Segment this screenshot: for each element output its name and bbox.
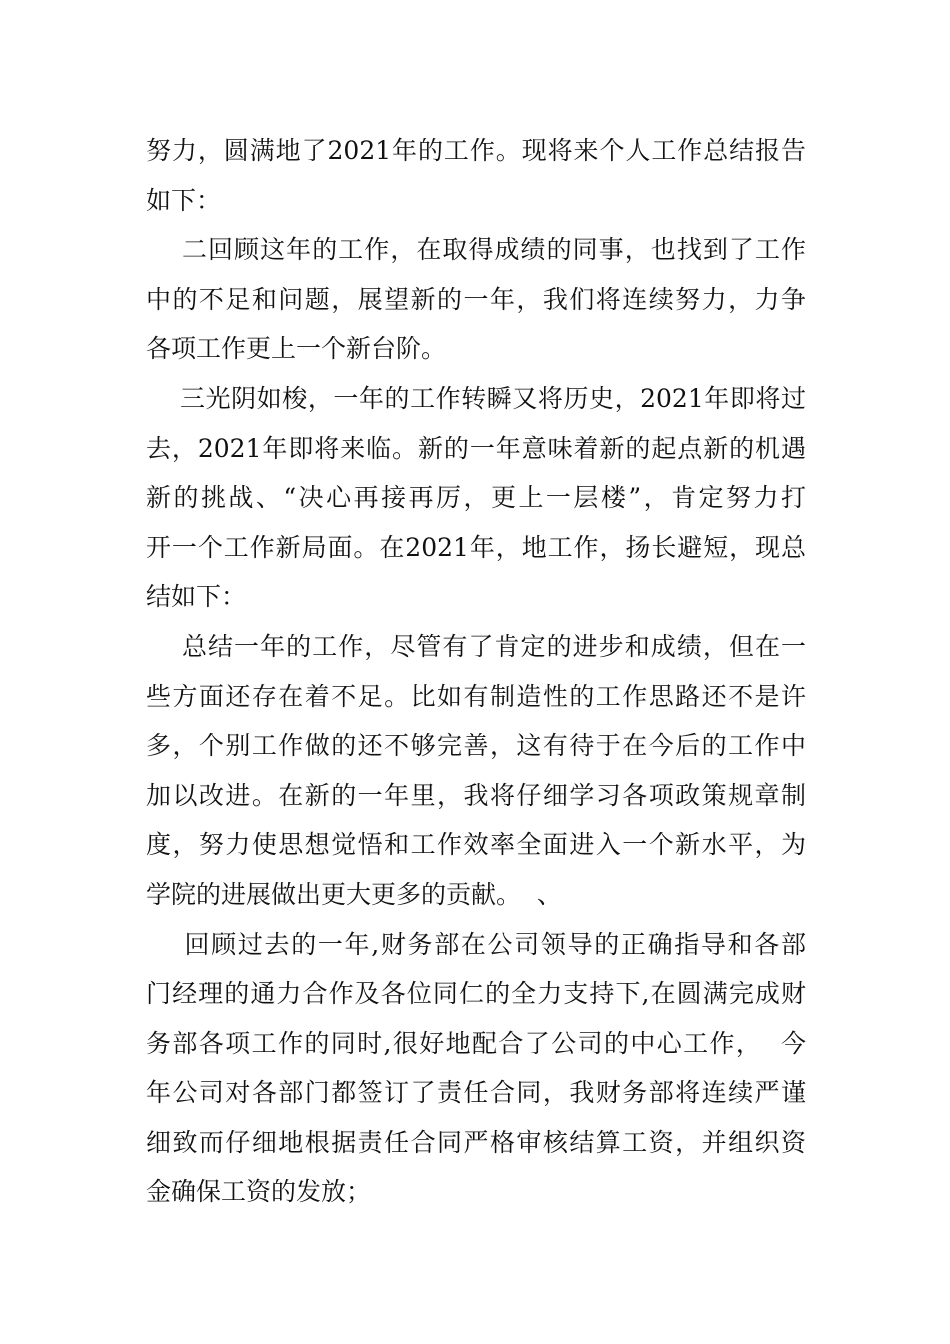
text-line: 回顾过去的一年,财务部在公司领导的正确指导和各部: [146, 929, 806, 959]
text-line: 些方面还存在着不足。比如有制造性的工作思路还不是许: [146, 681, 806, 711]
text-line: 务部各项工作的同时,很好地配合了公司的中心工作， 今: [146, 1028, 806, 1058]
text-line: 中的不足和问题，展望新的一年，我们将连续努力，力争: [146, 284, 806, 314]
text-line: 门经理的通力合作及各位同仁的全力支持下,在圆满完成财: [146, 979, 806, 1009]
text-line: 努力，圆满地了2021年的工作。现将来个人工作总结报告: [146, 136, 806, 165]
text-line: 二回顾这年的工作，在取得成绩的同事，也找到了工作: [146, 235, 806, 265]
text-line: 结如下：: [146, 582, 247, 612]
text-line: 总结一年的工作，尽管有了肯定的进步和成绩，但在一: [146, 631, 806, 661]
text-line: 加以改进。在新的一年里，我将仔细学习各项政策规章制: [146, 780, 806, 810]
text-line: 年公司对各部门都签订了责任合同，我财务部将连续严谨: [146, 1078, 806, 1108]
text-line: 度，努力使思想觉悟和工作效率全面进入一个新水平，为: [146, 830, 806, 860]
text-line: 去，2021年即将来临。新的一年意味着新的起点新的机遇: [146, 433, 806, 463]
text-line: 细致而仔细地根据责任合同严格审核结算工资，并组织资: [146, 1127, 806, 1157]
text-line: 开一个工作新局面。在2021年，地工作，扬长避短，现总: [146, 532, 806, 562]
text-line: 如下：: [146, 185, 222, 215]
text-line: 学院的进展做出更大更多的贡献。 、: [146, 879, 562, 909]
document-body: [146, 126, 806, 1217]
text-line: 三光阴如梭，一年的工作转瞬又将历史，2021年即将过: [146, 383, 806, 413]
text-line: 金确保工资的发放；: [146, 1177, 372, 1207]
text-line: 各项工作更上一个新台阶。: [146, 334, 447, 364]
text-line: 新的挑战、“决心再接再厉，更上一层楼”，肯定努力打: [146, 483, 806, 513]
text-line: 多，个别工作做的还不够完善，这有待于在今后的工作中: [146, 731, 806, 761]
